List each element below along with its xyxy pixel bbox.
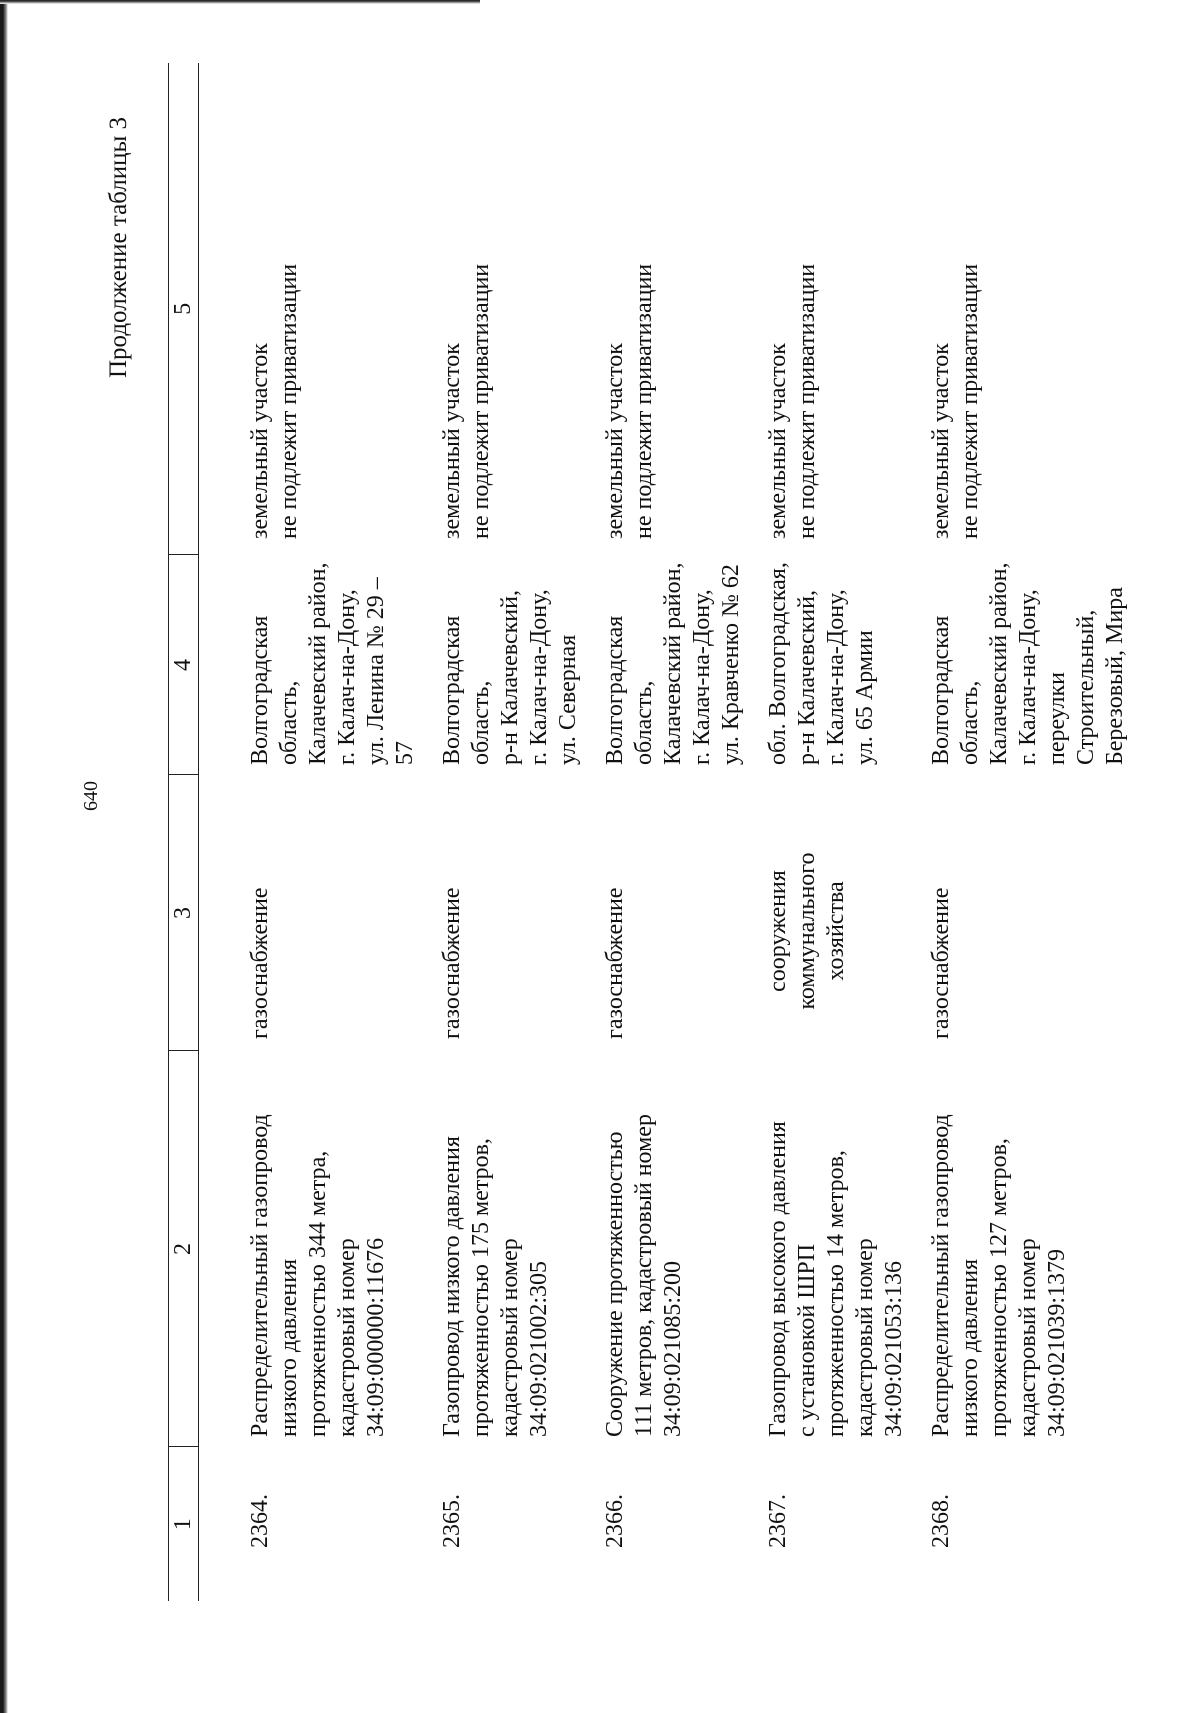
column-header-2: 2 — [169, 1051, 199, 1447]
land-note: земельный участок не подлежит приватизации — [439, 263, 494, 539]
object-address: Волгоградская область, Калачевский район, г. Калач-на-Дону, ул. Ленина № 29 – 57 — [247, 562, 418, 765]
table-row — [909, 63, 1130, 1601]
land-note: земельный участок не подлежит приватизации — [602, 263, 657, 539]
row-number: 2367. — [765, 1494, 791, 1548]
object-description: Газопровод высокого давления с установкой ШРП протяженностью 14 метров, кадастровый номер 34:09:021053:136 — [765, 1121, 907, 1437]
table-header — [169, 63, 199, 1601]
object-address: Волгоградская область, р-н Калачевский, г. Калач-на-Дону, ул. Северная — [439, 589, 581, 765]
column-header-5: 5 — [169, 63, 199, 555]
object-purpose: газоснабжение — [928, 887, 954, 1039]
column-header-3: 3 — [169, 775, 199, 1051]
object-address: Волгоградская область, Калачевский район, г. Калач-на-Дону, переулки Строительный, Березовый, Мира — [928, 562, 1128, 765]
table-row — [420, 63, 583, 1601]
row-number: 2368. — [928, 1494, 954, 1548]
object-purpose: газоснабжение — [247, 887, 273, 1039]
table-row — [746, 63, 909, 1601]
object-description: Распределительный газопровод низкого давления протяженностью 344 метра, кадастровый номер 34:09:000000:11676 — [247, 1114, 389, 1437]
object-address: обл. Волгоградская, р-н Калачевский, г. Калач-на-Дону, ул. 65 Армии — [765, 562, 878, 765]
column-header-1: 1 — [169, 1447, 199, 1601]
table-continuation-title: Продолжение таблицы 3 — [105, 116, 132, 378]
table-row — [583, 63, 746, 1601]
object-description: Сооружение протяженностью 111 метров, кадастровый номер 34:09:021085:200 — [602, 1114, 686, 1437]
land-note: земельный участок не подлежит приватизации — [247, 263, 302, 539]
column-header-4: 4 — [169, 555, 199, 775]
row-number: 2365. — [439, 1494, 465, 1548]
object-purpose: газоснабжение — [602, 887, 628, 1039]
object-description: Распределительный газопровод низкого давления протяженностью 127 метров, кадастровый номер 34:09:021039:1379 — [928, 1114, 1070, 1437]
page-number: 640 — [80, 781, 102, 811]
row-number: 2364. — [247, 1494, 273, 1548]
land-note: земельный участок не подлежит приватизации — [765, 263, 820, 539]
row-number: 2366. — [602, 1494, 628, 1548]
object-purpose: газоснабжение — [439, 887, 465, 1039]
table-row — [199, 63, 421, 1601]
object-address: Волгоградская область, Калачевский район, г. Калач-на-Дону, ул. Кравченко № 62 — [602, 562, 744, 765]
property-table — [168, 63, 1130, 1601]
object-purpose: сооружения коммунального хозяйства — [765, 852, 849, 1010]
land-note: земельный участок не подлежит приватизации — [928, 263, 983, 539]
object-description: Газопровод низкого давления протяженностью 175 метров, кадастровый номер 34:09:021002:305 — [439, 1136, 552, 1437]
